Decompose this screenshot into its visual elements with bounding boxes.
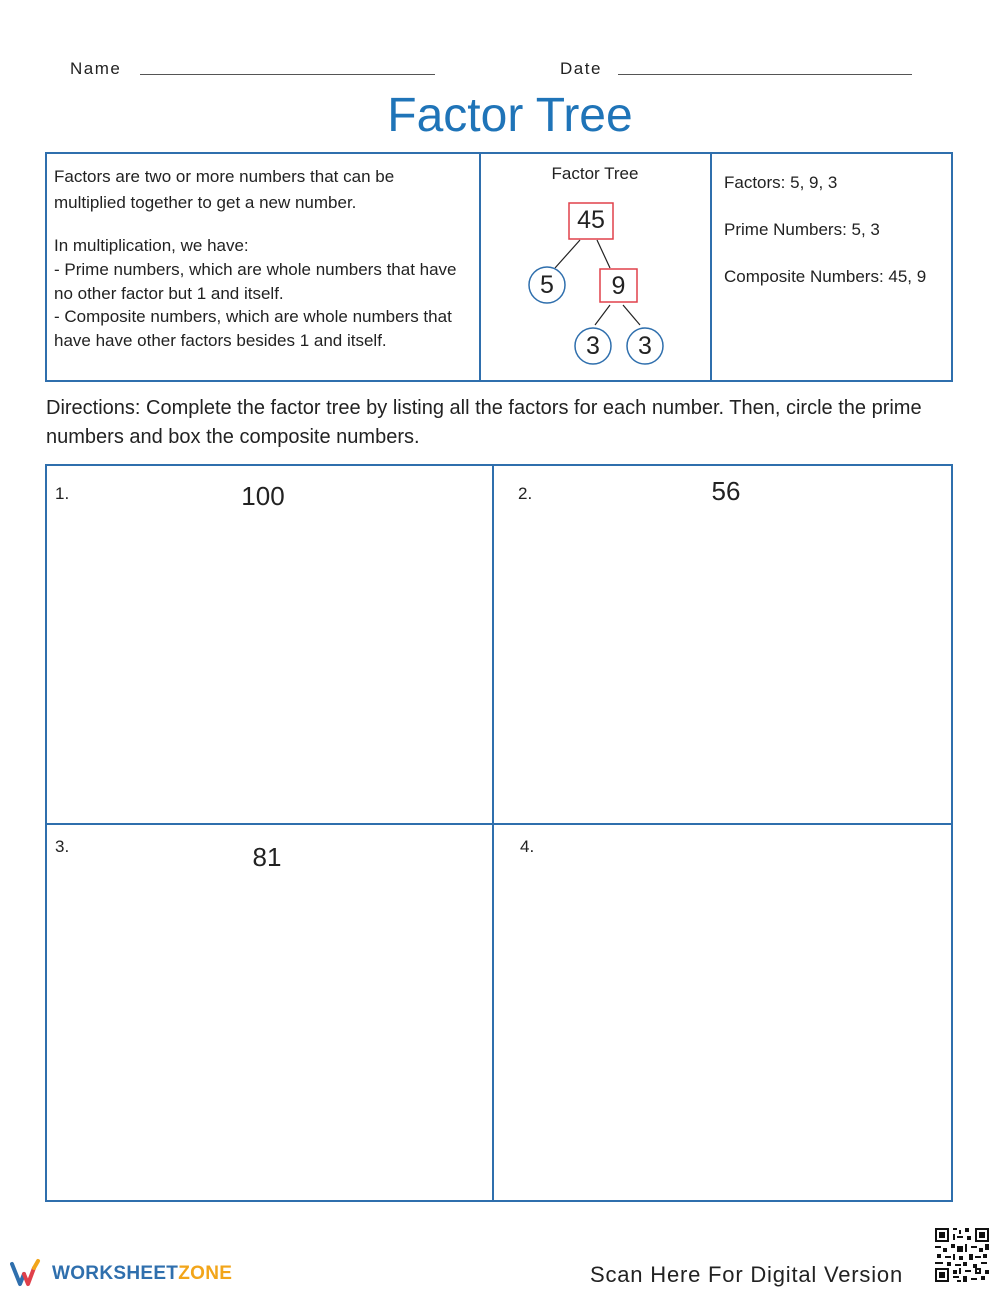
date-field-line[interactable] xyxy=(618,74,912,75)
problem-cell-4[interactable] xyxy=(494,826,951,1199)
tree-caption: Factor Tree xyxy=(551,164,639,183)
problem-number: 1. xyxy=(55,484,70,503)
problem-value: 81 xyxy=(252,842,282,872)
qr-code-icon[interactable] xyxy=(933,1226,991,1284)
factors-list: Factors: 5, 9, 3 xyxy=(724,173,838,192)
tree-node-right: 9 xyxy=(611,272,626,300)
brand-name-part2: ZONE xyxy=(178,1263,233,1284)
problem-value: 56 xyxy=(711,476,741,506)
scan-instruction: Scan Here For Digital Version xyxy=(590,1262,903,1287)
problem-cell-3[interactable] xyxy=(47,826,492,1199)
directions-text: Directions: Complete the factor tree by listing all the factors for each number. Then, circle the prime numbers and box the composite numbers. xyxy=(46,397,922,448)
page-title: Factor Tree xyxy=(387,89,633,142)
name-field-line[interactable] xyxy=(140,74,435,75)
tree-node-right-right: 3 xyxy=(638,332,652,360)
prime-definition-text: - Prime numbers, which are whole numbers that have no other factor but 1 and itself. xyxy=(54,260,457,303)
prime-numbers-list: Prime Numbers: 5, 3 xyxy=(724,220,880,239)
date-label: Date xyxy=(560,59,602,78)
worksheetzone-logo-icon xyxy=(10,1258,48,1288)
brand-name-part1: WORKSHEET xyxy=(52,1263,179,1284)
name-label: Name xyxy=(70,59,122,78)
problem-value: 100 xyxy=(241,481,285,511)
definition-text: Factors are two or more numbers that can be multiplied together to get a new number. xyxy=(54,167,395,212)
problem-cell-2[interactable] xyxy=(494,467,951,822)
grid-divider-horizontal xyxy=(45,823,953,825)
tree-node-root: 45 xyxy=(577,206,605,234)
composite-numbers-list: Composite Numbers: 45, 9 xyxy=(724,267,927,286)
problem-number: 2. xyxy=(518,484,533,503)
problem-number: 4. xyxy=(520,837,535,856)
tree-node-right-left: 3 xyxy=(586,332,600,360)
brand-name xyxy=(52,1263,232,1285)
info-divider xyxy=(710,152,712,382)
intro-text: In multiplication, we have: xyxy=(54,236,249,255)
composite-definition-text: - Composite numbers, which are whole numbers that have have other factors besides 1 and itself. xyxy=(54,307,452,350)
problem-number: 3. xyxy=(55,837,70,856)
tree-node-left: 5 xyxy=(540,271,554,299)
problem-cell-1[interactable] xyxy=(47,467,492,822)
